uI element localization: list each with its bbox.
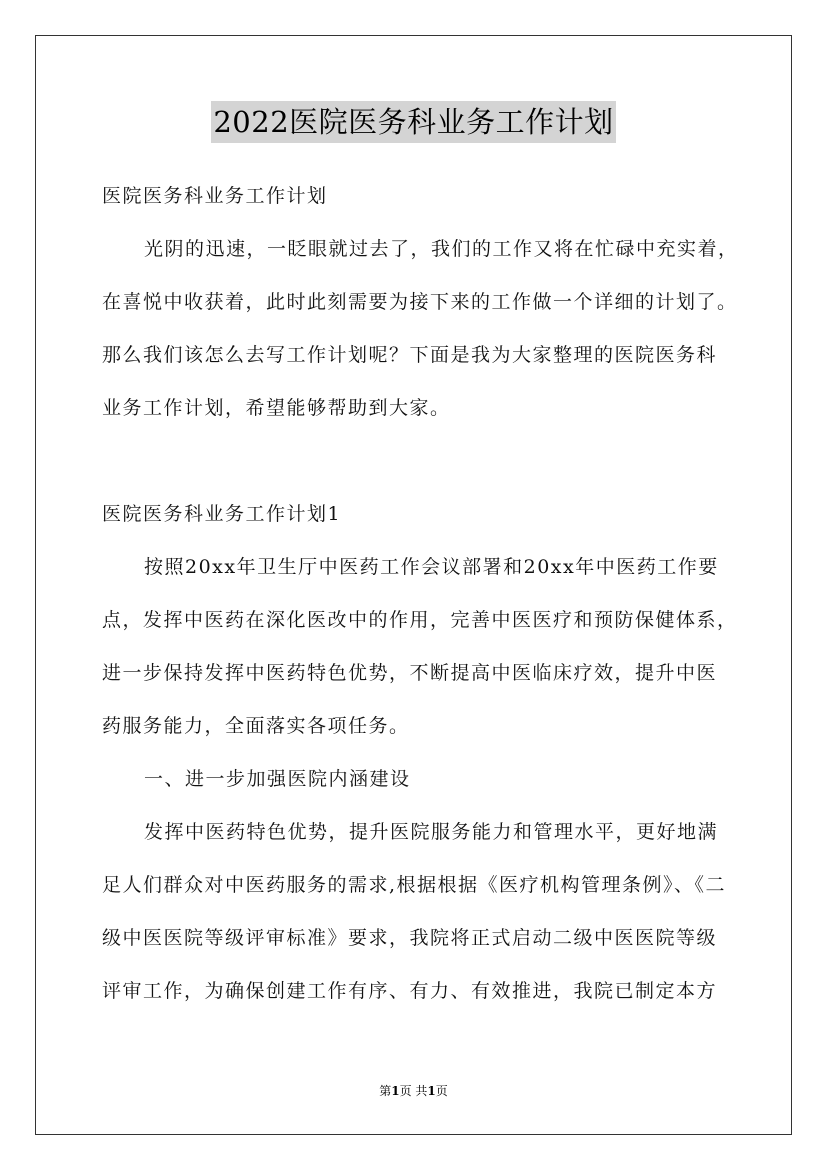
footer-prefix: 第 <box>379 1084 392 1098</box>
footer-mid: 页 共 <box>399 1084 428 1098</box>
paragraph-line: 发挥中医药特色优势，提升医院服务能力和管理水平，更好地满 <box>144 821 719 843</box>
paragraph-line: 评审工作，为确保创建工作有序、有力、有效推进，我院已制定本方 <box>102 980 718 1002</box>
paragraph-line: 进一步保持发挥中医药特色优势，不断提高中医临床疗效，提升中医 <box>102 662 718 684</box>
paragraph-line: 那么我们该怎么去写工作计划呢？下面是我为大家整理的医院医务科 <box>102 344 718 366</box>
title-container <box>0 101 827 143</box>
paragraph-line: 在喜悦中收获着，此时此刻需要为接下来的工作做一个详细的计划了。 <box>102 291 738 313</box>
page-footer <box>0 1082 827 1099</box>
paragraph-line: 按照20xx年卫生厅中医药工作会议部署和20xx年中医药工作要 <box>144 556 719 578</box>
paragraph-line: 点，发挥中医药在深化医改中的作用，完善中医医疗和预防保健体系， <box>102 609 738 631</box>
paragraph-line: 药服务能力，全面落实各项任务。 <box>102 715 410 737</box>
paragraph-gap <box>102 435 742 488</box>
footer-total-pages: 1 <box>427 1084 436 1098</box>
document-body <box>102 170 742 1018</box>
subsection-heading: 一、进一步加强医院内涵建设 <box>144 768 411 790</box>
section-heading: 医院医务科业务工作计划1 <box>102 503 342 525</box>
paragraph-line: 足人们群众对中医药服务的需求,根据根据《医疗机构管理条例》、《二 <box>102 874 727 896</box>
paragraph-line: 业务工作计划，希望能够帮助到大家。 <box>102 397 451 419</box>
paragraph-line: 光阴的迅速，一眨眼就过去了，我们的工作又将在忙碌中充实着， <box>144 238 739 260</box>
footer-current-page: 1 <box>391 1084 400 1098</box>
document-title: 2022医院医务科业务工作计划 <box>211 101 615 143</box>
paragraph-line: 级中医医院等级评审标准》要求，我院将正式启动二级中医医院等级 <box>102 927 718 949</box>
section-heading: 医院医务科业务工作计划 <box>102 185 328 207</box>
footer-suffix: 页 <box>435 1084 448 1098</box>
